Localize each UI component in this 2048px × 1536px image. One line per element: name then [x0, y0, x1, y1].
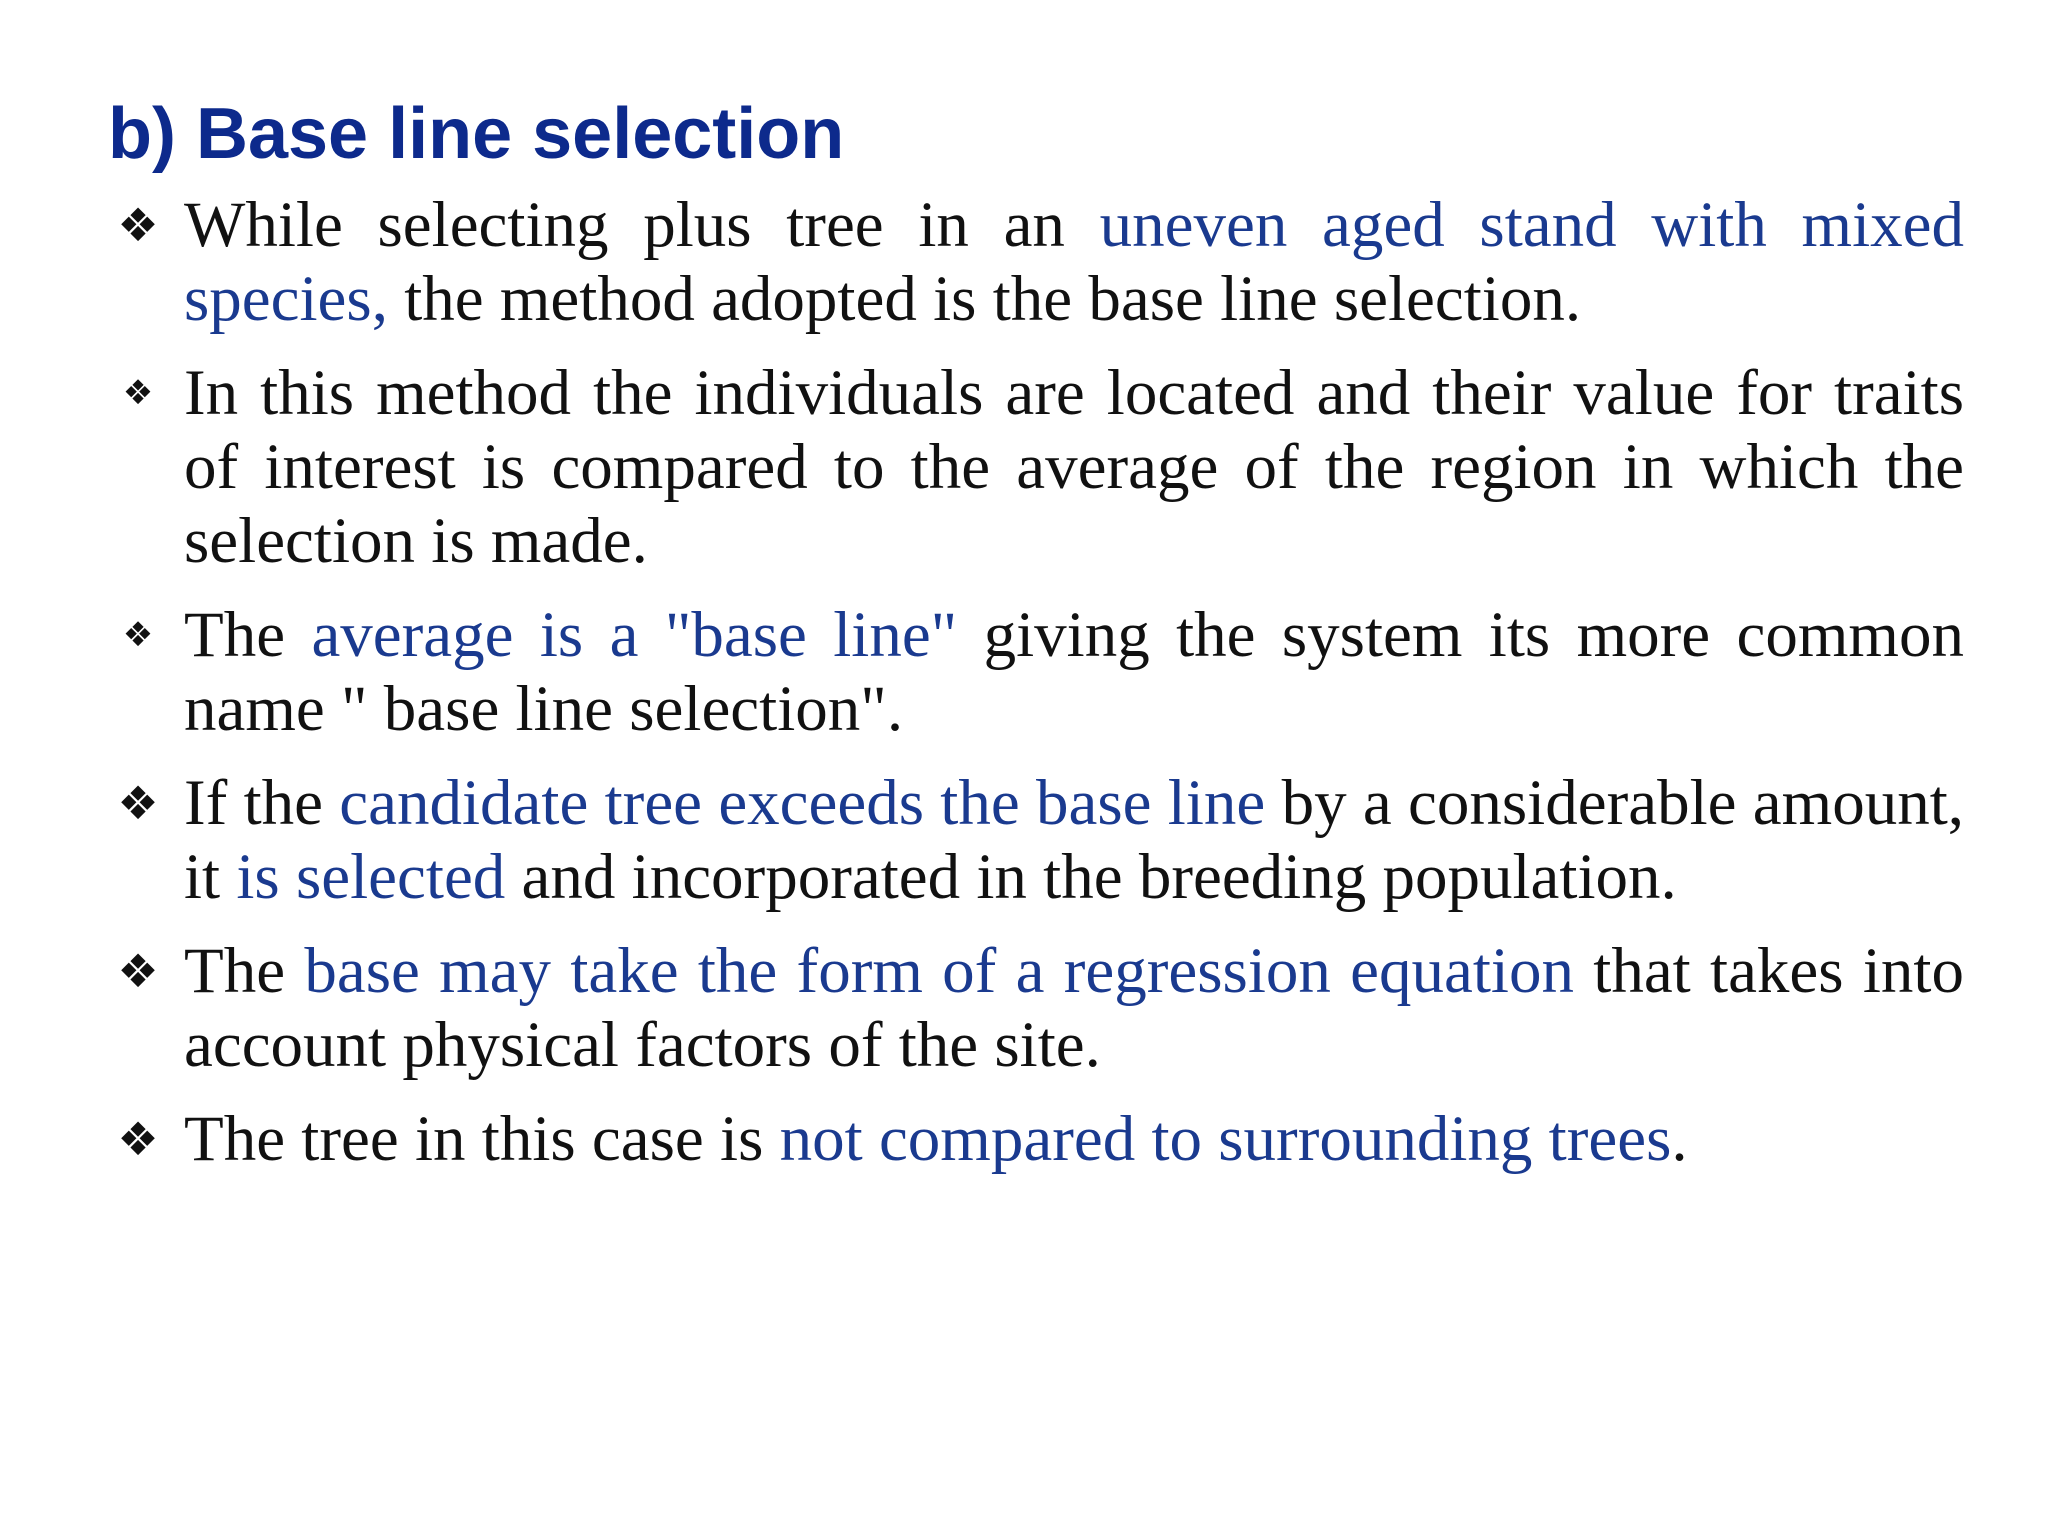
bullet-item	[108, 188, 1964, 336]
body-text: the method adopted is the base line selection.	[387, 263, 1582, 335]
body-text: The	[184, 599, 312, 671]
slide-title: b) Base line selection	[108, 94, 845, 174]
highlighted-text: candidate tree exceeds the base line	[339, 767, 1266, 839]
body-text: by a considerable amount, it	[184, 767, 1964, 913]
bullet-item	[108, 1102, 1964, 1176]
bullet-text	[184, 1103, 1688, 1175]
bullet-text	[184, 357, 1964, 577]
bullet-item	[108, 356, 1964, 578]
bullet-item	[108, 934, 1964, 1082]
bullet-text	[184, 599, 1964, 745]
body-text: The tree in this case is	[184, 1103, 780, 1175]
body-text: While selecting plus tree in an	[184, 189, 1100, 261]
diamond-bullet-icon: ❖	[122, 373, 154, 413]
body-text: The	[184, 935, 305, 1007]
diamond-bullet-icon: ❖	[117, 1112, 159, 1166]
highlighted-text: is selected	[236, 841, 506, 913]
bullet-item	[108, 598, 1964, 746]
body-text: that takes into account physical factors of the site.	[184, 935, 1964, 1081]
diamond-bullet-icon: ❖	[117, 944, 159, 998]
bullet-text	[184, 189, 1964, 335]
diamond-bullet-icon: ❖	[122, 615, 154, 655]
highlighted-text: not compared to surrounding trees	[779, 1103, 1672, 1175]
body-text: In this method the individuals are located and their value for traits of interest is compared to the average of the region in which the selection is made.	[184, 357, 1964, 577]
highlighted-text: average is a "base line"	[311, 599, 958, 671]
bullet-text	[184, 767, 1964, 913]
body-text: .	[1671, 1103, 1688, 1175]
bullet-text	[184, 935, 1964, 1081]
body-text: giving the system its more common name " base line selection".	[184, 599, 1964, 745]
diamond-bullet-icon: ❖	[117, 776, 159, 830]
highlighted-text: base may take the form of a regression equation	[304, 935, 1574, 1007]
highlighted-text: uneven aged stand with mixed species,	[184, 189, 1964, 335]
bullet-item	[108, 766, 1964, 914]
body-text: and incorporated in the breeding population.	[505, 841, 1677, 913]
diamond-bullet-icon: ❖	[117, 198, 159, 252]
body-text: If the	[184, 767, 340, 839]
bullet-list	[108, 188, 1964, 1176]
